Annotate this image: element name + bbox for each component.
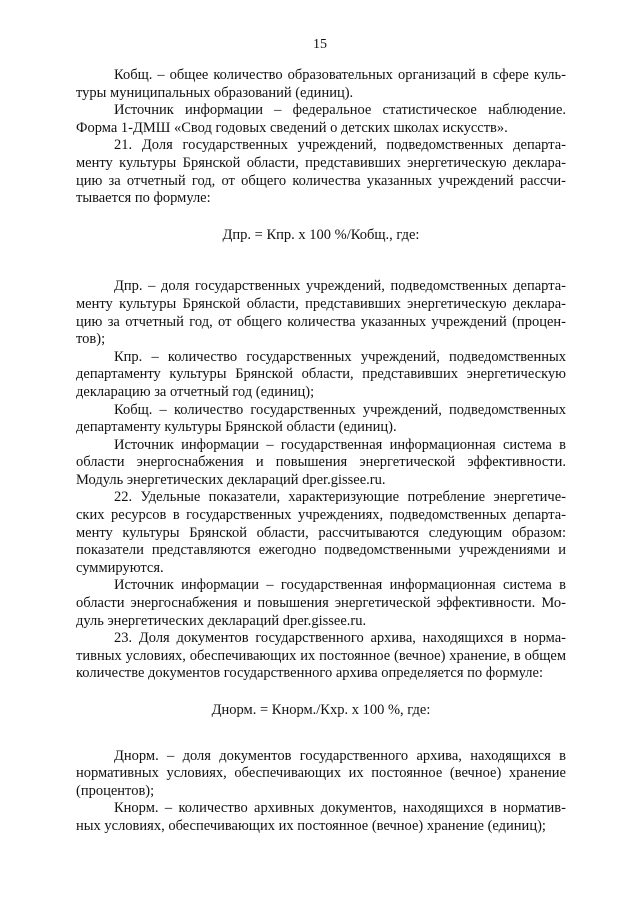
paragraph-dpr-definition: Дпр. – доля государственных учреждений, подведомственных департаменту культуры Брянской области, представивших энергетическую декларацию за отчетный год, от общего количества указанных учреждений (процентов);	[76, 278, 566, 348]
paragraph-kobsch-definition: Кобщ. – общее количество образовательных организаций в сфере культуры муниципальных образований (единиц).	[76, 67, 566, 101]
document-body	[76, 67, 566, 836]
paragraph-kpr-definition: Кпр. – количество государственных учреждений, подведомственных департаменту культуры Брянской области, представивших энергетическую декларацию за отчетный год (единиц);	[76, 348, 566, 400]
paragraph-source-1dmsh: Источник информации – федеральное статистическое наблюдение. Форма 1-ДМШ «Свод годовых сведений о детских школах искусств».	[76, 102, 566, 136]
paragraph-knorm-definition: Кнорм. – количество архивных документов, находящихся в нормативных условиях, обеспечивающих их постоянное (вечное) хранение (единиц);	[76, 800, 566, 834]
paragraph-kobsch-count-definition: Кобщ. – количество государственных учреждений, подведомственных департаменту культуры Брянской области (единиц).	[76, 401, 566, 436]
paragraph-source-gis-1: Источник информации – государственная информационная система в области энергоснабжения и повышения энергетической эффективности. Модуль энергетических деклараций dper.gissee.ru.	[76, 436, 566, 488]
formula-dnorm: Днорм. = Кнорм./Кхр. х 100 %, где:	[211, 702, 431, 718]
paragraph-item-22: 22. Удельные показатели, характеризующие потребление энергетических ресурсов в государственных учреждениях, подведомственных департаменту культуры Брянской области, рассчитываются следующим образом: показатели представляются ежегодно подведомственными учреждениями и суммируются.	[76, 489, 566, 576]
paragraph-item-23: 23. Доля документов государственного архива, находящихся в нормативных условиях, обеспечивающих их постоянное (вечное) хранение, в общем количестве документов государственного архива определяется по формуле:	[76, 630, 566, 682]
paragraph-item-21: 21. Доля государственных учреждений, подведомственных департаменту культуры Брянской области, представивших энергетическую декларацию за отчетный год, от общего количества указанных учреждений рассчитывается по формуле:	[76, 137, 566, 207]
paragraph-dnorm-definition: Днорм. – доля документов государственного архива, находящихся в нормативных условиях, обеспечивающих их постоянное (вечное) хранение (процентов);	[76, 747, 566, 799]
page-number: 15	[313, 37, 327, 52]
formula-dpr: Дпр. = Кпр. х 100 %/Кобщ., где:	[222, 226, 420, 243]
paragraph-source-gis-2: Источник информации – государственная информационная система в области энергоснабжения и повышения энергетической эффективности. Модуль энергетических деклараций dper.gissee.ru.	[76, 577, 566, 629]
